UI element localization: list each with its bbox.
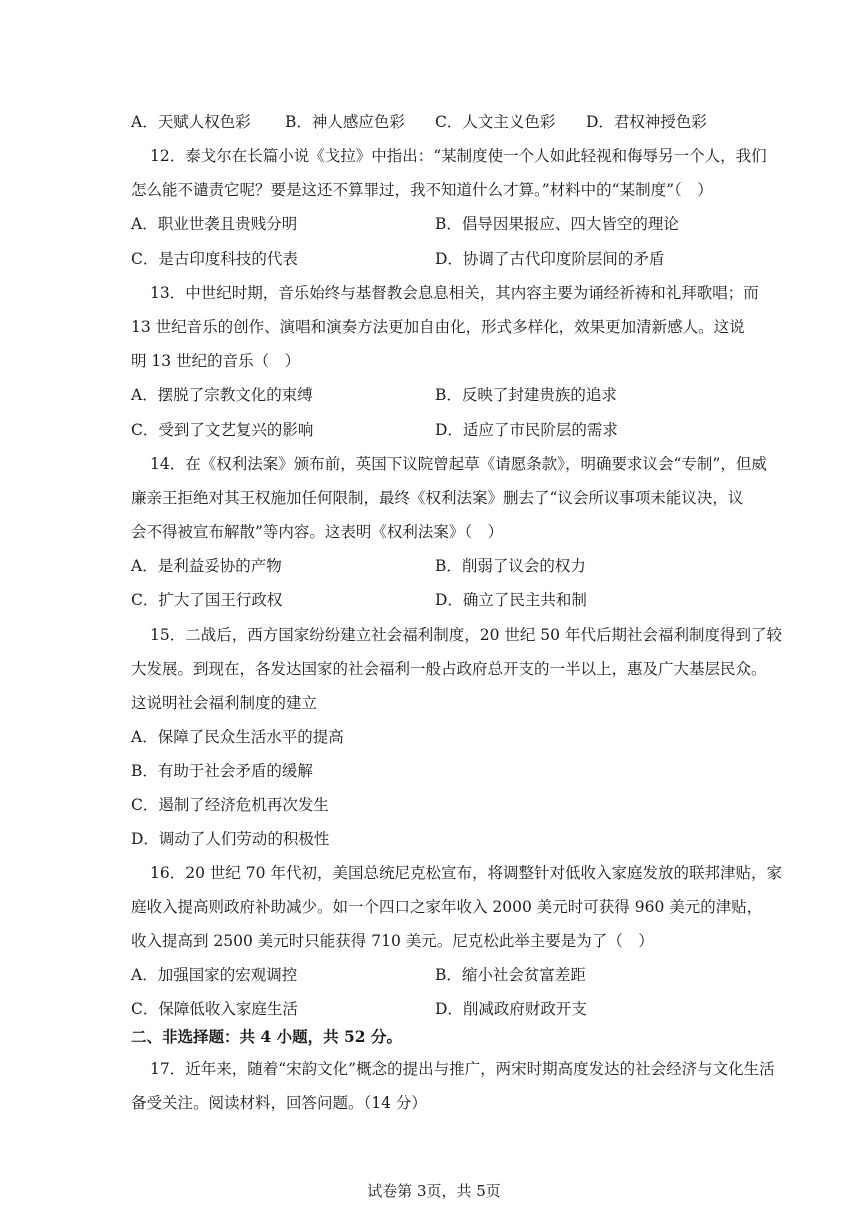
q16-stem-line-2: 庭收入提高则政府补助减少。如一个四口之家年收入 2000 美元时可获得 960 美元的津贴， bbox=[131, 898, 763, 916]
q16-option-c: C．保障低收入家庭生活 bbox=[131, 1000, 298, 1018]
q15-option-b: B．有助于社会矛盾的缓解 bbox=[131, 762, 313, 780]
q16-stem-line-1: 16．20 世纪 70 年代初，美国总统尼克松宣布，将调整针对低收入家庭发放的联邦津贴，家 bbox=[150, 864, 782, 882]
q16-stem-line-3: 收入提高到 2500 美元时只能获得 710 美元。尼克松此举主要是为了（ ） bbox=[131, 932, 654, 950]
q15-option-c: C．遏制了经济危机再次发生 bbox=[131, 796, 329, 814]
q12-option-a: A．职业世袭且贵贱分明 bbox=[131, 215, 298, 233]
q14-stem-line-3: 会不得被宣布解散”等内容。这表明《权利法案》（ ） bbox=[131, 523, 504, 541]
q11-option-a: A．天赋人权色彩 bbox=[131, 113, 251, 131]
q12-option-b: B．倡导因果报应、四大皆空的理论 bbox=[435, 215, 679, 233]
q14-option-c: C．扩大了国王行政权 bbox=[131, 591, 283, 609]
q14-stem-line-1: 14．在《权利法案》颁布前，英国下议院曾起草《请愿条款》，明确要求议会“专制”，但威 bbox=[150, 455, 767, 473]
q12-option-d: D．协调了古代印度阶层间的矛盾 bbox=[435, 250, 665, 268]
page-footer: 试卷第 3页，共 5页 bbox=[367, 1182, 501, 1200]
q14-stem-line-2: 廉亲王拒绝对其王权施加任何限制，最终《权利法案》删去了“议会所议事项未能议决，议 bbox=[131, 489, 744, 507]
q15-stem-line-1: 15．二战后，西方国家纷纷建立社会福利制度，20 世纪 50 年代后期社会福利制度得到了较 bbox=[150, 626, 782, 644]
q16-option-b: B．缩小社会贫富差距 bbox=[435, 966, 586, 984]
q16-option-d: D．削减政府财政开支 bbox=[435, 1000, 587, 1018]
q12-stem-line-1: 12．泰戈尔在长篇小说《戈拉》中指出：“某制度使一个人如此轻视和侮辱另一个人，我们 bbox=[150, 147, 767, 165]
q13-stem-line-3: 明 13 世纪的音乐（ ） bbox=[131, 352, 301, 370]
q11-option-c: C．人文主义色彩 bbox=[435, 113, 556, 131]
section-heading: 二、非选择题：共 4 小题，共 52 分。 bbox=[131, 1027, 402, 1046]
q15-option-d: D．调动了人们劳动的积极性 bbox=[131, 830, 330, 848]
q16-option-a: A．加强国家的宏观调控 bbox=[131, 966, 298, 984]
q13-option-c: C．受到了文艺复兴的影响 bbox=[131, 421, 314, 439]
q14-option-a: A．是利益妥协的产物 bbox=[131, 557, 282, 575]
q14-option-d: D．确立了民主共和制 bbox=[435, 591, 587, 609]
q11-option-b: B．神人感应色彩 bbox=[285, 113, 405, 131]
q13-stem-line-2: 13 世纪音乐的创作、演唱和演奏方法更加自由化，形式多样化，效果更加清新感人。这说 bbox=[131, 318, 745, 336]
q13-stem-line-1: 13．中世纪时期，音乐始终与基督教会息息相关，其内容主要为诵经祈祷和礼拜歌唱；而 bbox=[150, 284, 759, 302]
q17-stem-line-2: 备受关注。阅读材料，回答问题。（14 分） bbox=[131, 1094, 427, 1112]
q15-stem-line-2: 大发展。到现在，各发达国家的社会福利一般占政府总开支的一半以上，惠及广大基层民众。 bbox=[131, 660, 767, 678]
q13-option-d: D．适应了市民阶层的需求 bbox=[435, 421, 618, 439]
q12-stem-line-2: 怎么能不谴责它呢？要是这还不算罪过，我不知道什么才算。”材料中的“某制度”（ ） bbox=[131, 181, 713, 199]
q15-option-a: A．保障了民众生活水平的提高 bbox=[131, 728, 344, 746]
q11-option-d: D．君权神授色彩 bbox=[586, 113, 707, 131]
q13-option-a: A．摆脱了宗教文化的束缚 bbox=[131, 386, 313, 404]
q14-option-b: B．削弱了议会的权力 bbox=[435, 557, 586, 575]
q17-stem-line-1: 17．近年来，随着“宋韵文化”概念的提出与推广，两宋时期高度发达的社会经济与文化生活 bbox=[150, 1060, 775, 1078]
q13-option-b: B．反映了封建贵族的追求 bbox=[435, 386, 617, 404]
q15-stem-line-3: 这说明社会福利制度的建立 bbox=[131, 694, 318, 712]
q12-option-c: C．是古印度科技的代表 bbox=[131, 250, 298, 268]
